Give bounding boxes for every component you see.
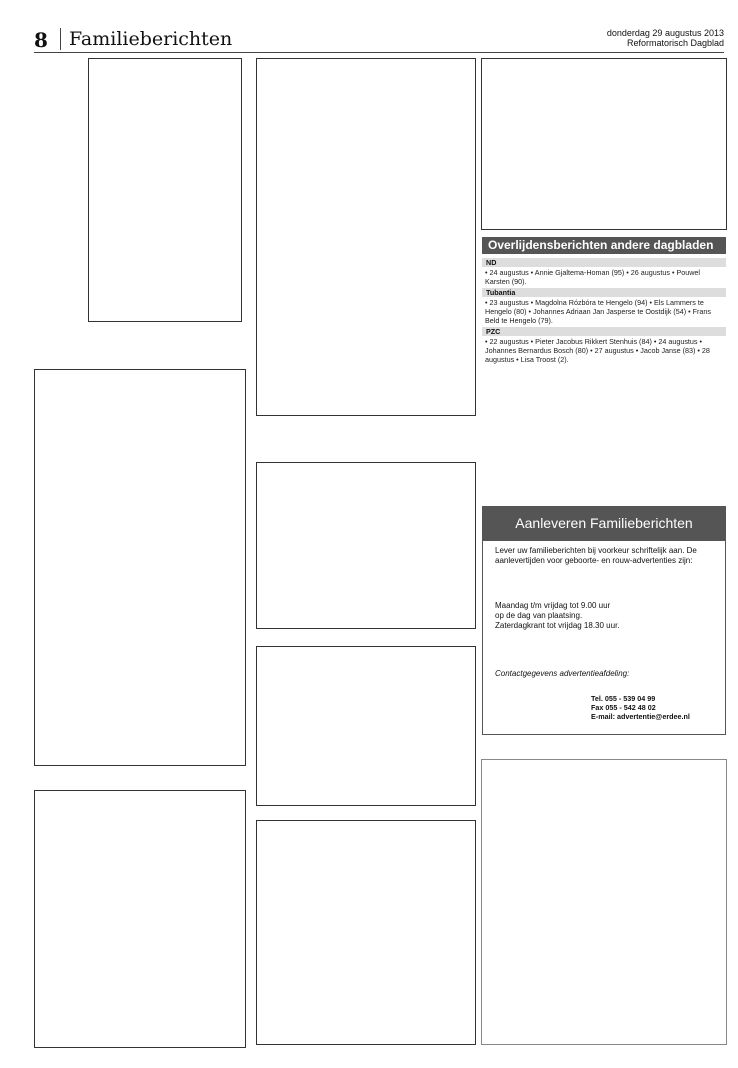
- paper-label: ND: [482, 258, 726, 267]
- aanleveren-hours: [495, 601, 715, 631]
- paper-label: Tubantia: [482, 288, 726, 297]
- paper-name: Reformatorisch Dagblad: [626, 38, 724, 48]
- contact-details: [591, 694, 690, 721]
- contact-tel: Tel. 055 - 539 04 99: [591, 694, 656, 703]
- notice-frame: [256, 820, 476, 1045]
- paper-items: • 23 augustus • Magdolna Rózbóra te Hengelo (94) • Els Lammers te Hengelo (80) • Johannes Adriaan Jan Jasperse te Oostdijk (54) • Frans Beld te Hengelo (79).: [485, 298, 711, 325]
- notice-frame: [256, 462, 476, 629]
- paper-items: • 24 augustus • Annie Gjaltema-Homan (95) • 26 augustus • Pouwel Karsten (90).: [485, 268, 701, 286]
- contact-label: Contactgegevens advertentieafdeling:: [495, 669, 630, 678]
- contact-fax: Fax 055 - 542 48 02: [591, 703, 656, 712]
- overlijdens-title: Overlijdensberichten andere dagbladen: [482, 237, 726, 254]
- aanleveren-intro: Lever uw familieberichten bij voorkeur schriftelijk aan. De aanlevertijden voor geboorte- en rouw-advertenties zijn:: [495, 546, 697, 565]
- contact-email: E-mail: advertentie@erdee.nl: [591, 712, 690, 721]
- notice-frame: [256, 646, 476, 806]
- notice-frame: [34, 790, 246, 1048]
- issue-date: donderdag 29 augustus 2013: [606, 28, 724, 38]
- notice-frame: [34, 369, 246, 766]
- notice-frame: [88, 58, 242, 322]
- page-header: [34, 28, 724, 53]
- agenda-frame: [481, 759, 727, 1045]
- aanleveren-title: Aanleveren Familieberichten: [482, 506, 726, 540]
- issue-info: [607, 28, 724, 48]
- section-title: Familieberichten: [60, 28, 232, 50]
- paper-label: PZC: [482, 327, 726, 336]
- notice-frame: [256, 58, 476, 416]
- page-number: 8: [34, 28, 48, 52]
- overlijdens-list: [482, 256, 726, 448]
- aanleveren-box: [482, 540, 726, 735]
- hours-line: Maandag t/m vrijdag tot 9.00 uur: [495, 601, 611, 610]
- notice-frame: [481, 58, 727, 230]
- hours-line: Zaterdagkrant tot vrijdag 18.30 uur.: [495, 621, 620, 630]
- paper-items: • 22 augustus • Pieter Jacobus Rikkert Stenhuis (84) • 24 augustus • Johannes Bernardus Bosch (80) • 27 augustus • Jacob Janse (83) • 28 augustus • Lisa Troost (2).: [485, 337, 710, 364]
- hours-line: op de dag van plaatsing.: [495, 611, 583, 620]
